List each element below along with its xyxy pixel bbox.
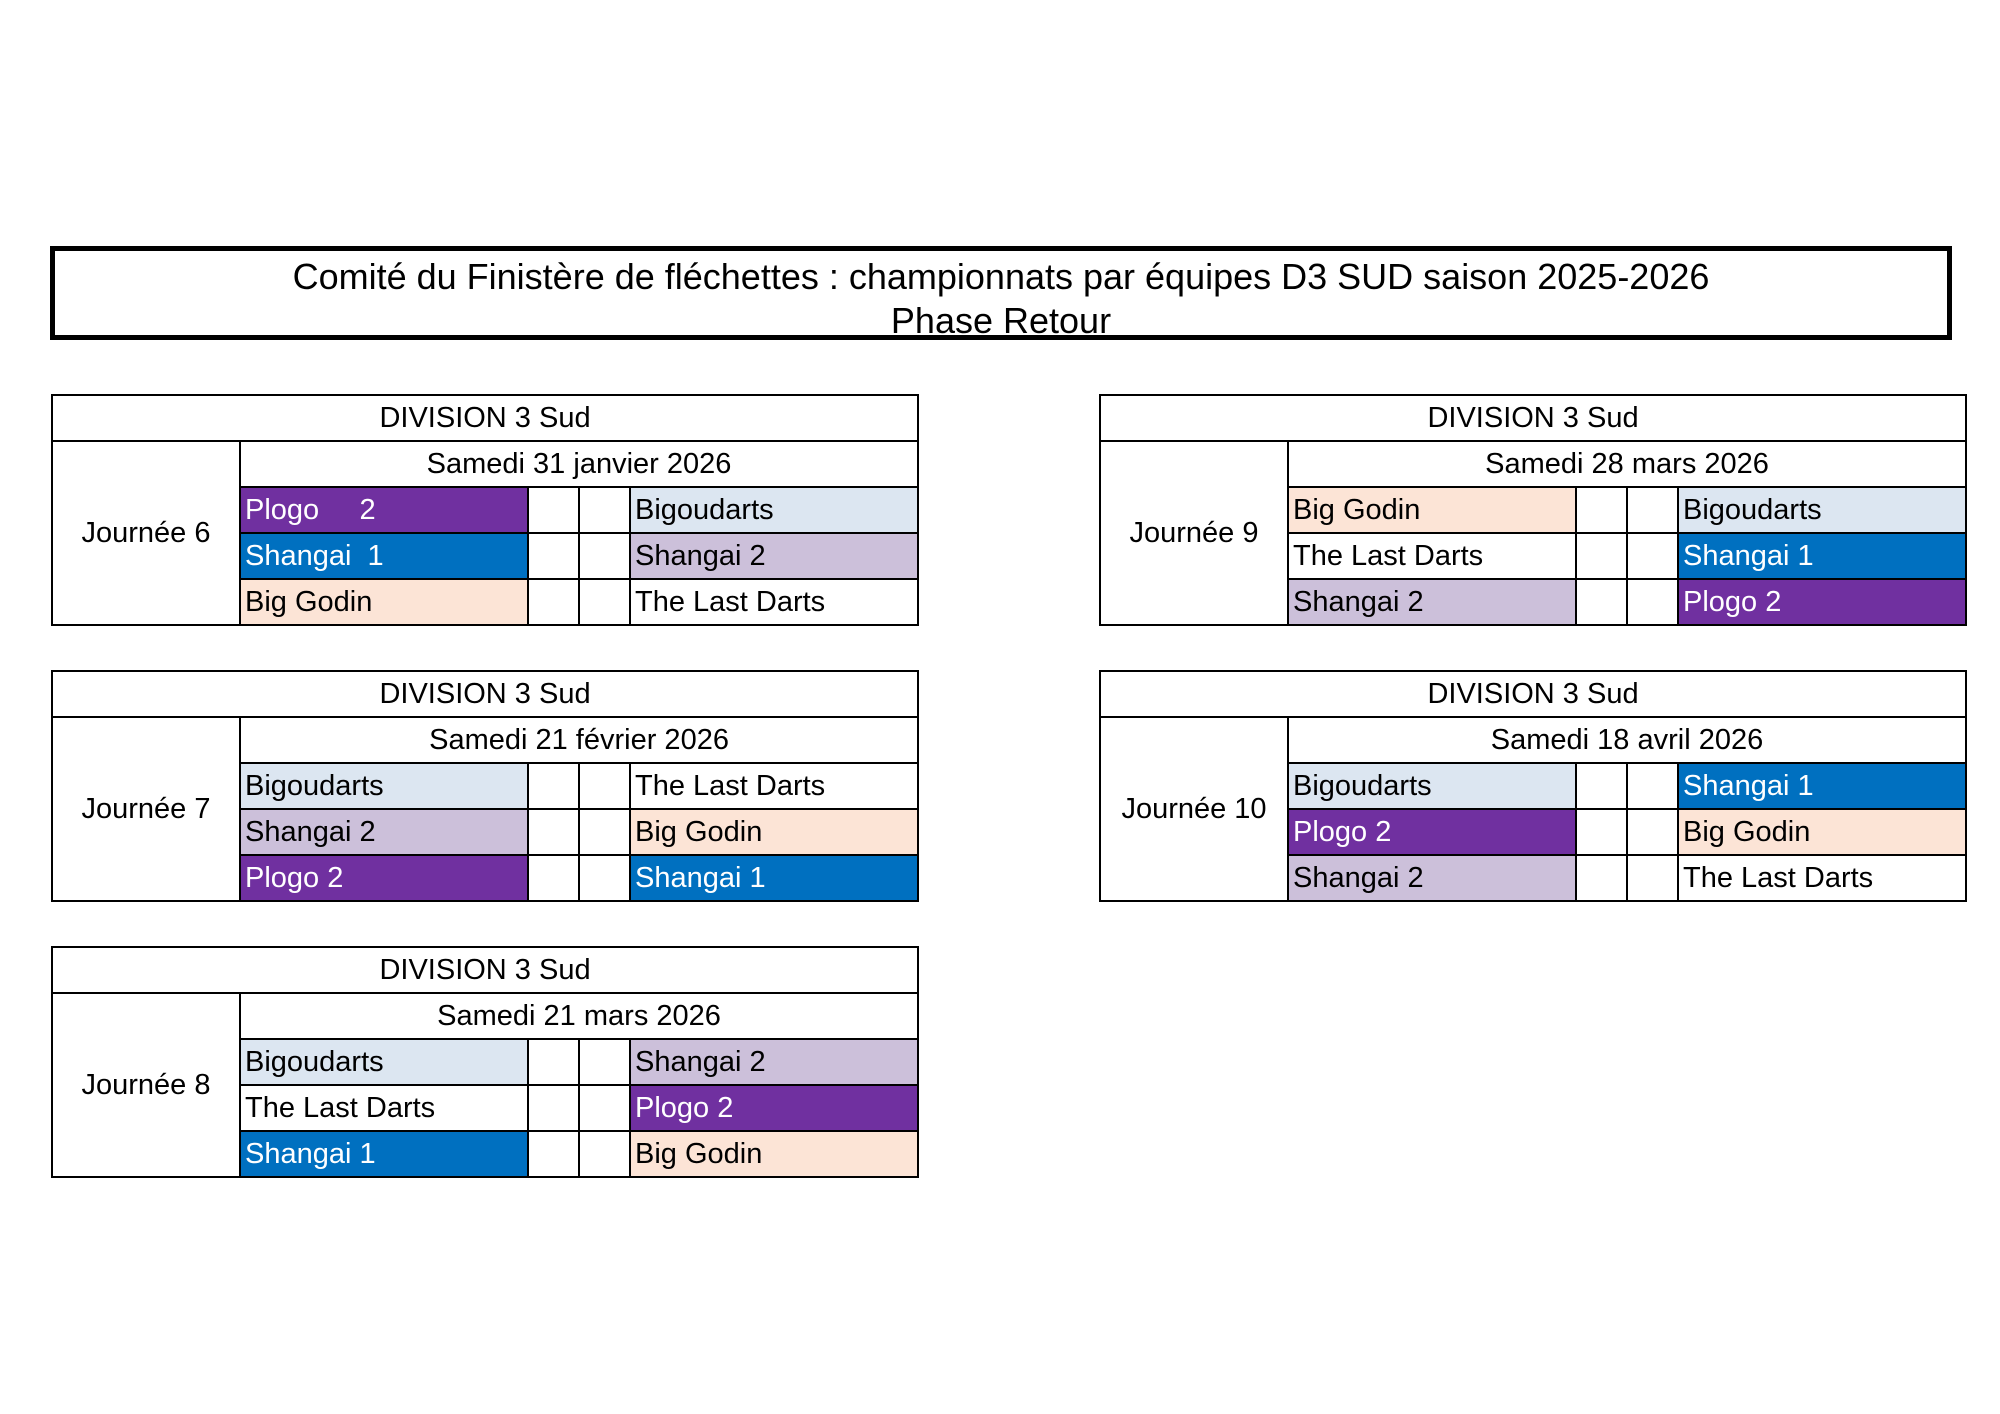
home-team: Bigoudarts [240,1039,528,1085]
journee-label: Journée 9 [1100,441,1288,625]
away-score-cell[interactable] [1627,487,1678,533]
journee-label: Journée 7 [52,717,240,901]
home-score-cell[interactable] [1576,855,1627,901]
home-team: Shangai 1 [240,533,528,579]
away-team: Bigoudarts [630,487,918,533]
title-line-1: Comité du Finistère de fléchettes : championnats par équipes D3 SUD saison 2025-2026 [292,256,1710,297]
page-title [50,246,1952,340]
home-team: Big Godin [240,579,528,625]
schedule-block-journee-8 [51,946,917,1178]
home-score-cell[interactable] [1576,763,1627,809]
home-team: Bigoudarts [1288,763,1576,809]
division-header: DIVISION 3 Sud [1100,671,1966,717]
division-header: DIVISION 3 Sud [1100,395,1966,441]
division-header: DIVISION 3 Sud [52,671,918,717]
home-score-cell[interactable] [1576,579,1627,625]
away-team: Shangai 1 [1678,763,1966,809]
home-team: Big Godin [1288,487,1576,533]
match-date: Samedi 21 mars 2026 [240,993,918,1039]
away-score-cell[interactable] [1627,533,1678,579]
away-score-cell[interactable] [579,855,630,901]
home-score-cell[interactable] [528,1085,579,1131]
away-team: The Last Darts [630,579,918,625]
match-date: Samedi 21 février 2026 [240,717,918,763]
division-header: DIVISION 3 Sud [52,395,918,441]
match-date: Samedi 28 mars 2026 [1288,441,1966,487]
match-date: Samedi 31 janvier 2026 [240,441,918,487]
away-team: Plogo 2 [1678,579,1966,625]
division-header: DIVISION 3 Sud [52,947,918,993]
home-score-cell[interactable] [528,487,579,533]
home-team: Bigoudarts [240,763,528,809]
away-score-cell[interactable] [579,533,630,579]
home-team: Shangai 2 [1288,855,1576,901]
away-score-cell[interactable] [579,1131,630,1177]
home-score-cell[interactable] [528,1131,579,1177]
away-team: Big Godin [630,1131,918,1177]
home-score-cell[interactable] [1576,809,1627,855]
match-date: Samedi 18 avril 2026 [1288,717,1966,763]
home-score-cell[interactable] [528,855,579,901]
home-team: The Last Darts [240,1085,528,1131]
schedule-block-journee-10 [1099,670,1965,902]
schedule-block-journee-9 [1099,394,1965,626]
home-team: Shangai 2 [1288,579,1576,625]
title-line-2: Phase Retour [890,300,1112,341]
home-score-cell[interactable] [528,763,579,809]
away-team: The Last Darts [630,763,918,809]
away-score-cell[interactable] [1627,855,1678,901]
home-team: Plogo 2 [240,487,528,533]
away-score-cell[interactable] [579,579,630,625]
away-score-cell[interactable] [1627,579,1678,625]
away-team: Bigoudarts [1678,487,1966,533]
journee-label: Journée 10 [1100,717,1288,901]
away-team: Big Godin [1678,809,1966,855]
schedule-block-journee-6 [51,394,917,626]
home-team: Plogo 2 [240,855,528,901]
home-score-cell[interactable] [528,1039,579,1085]
away-team: Plogo 2 [630,1085,918,1131]
away-team: Shangai 1 [630,855,918,901]
home-team: Shangai 2 [240,809,528,855]
home-team: Plogo 2 [1288,809,1576,855]
away-team: Shangai 2 [630,533,918,579]
away-team: Big Godin [630,809,918,855]
journee-label: Journée 8 [52,993,240,1177]
schedule-block-journee-7 [51,670,917,902]
home-team: The Last Darts [1288,533,1576,579]
away-score-cell[interactable] [579,487,630,533]
home-score-cell[interactable] [528,809,579,855]
home-score-cell[interactable] [1576,487,1627,533]
away-score-cell[interactable] [1627,763,1678,809]
journee-label: Journée 6 [52,441,240,625]
home-score-cell[interactable] [528,579,579,625]
away-team: Shangai 2 [630,1039,918,1085]
away-team: Shangai 1 [1678,533,1966,579]
home-score-cell[interactable] [528,533,579,579]
home-team: Shangai 1 [240,1131,528,1177]
away-score-cell[interactable] [579,1085,630,1131]
away-score-cell[interactable] [579,1039,630,1085]
home-score-cell[interactable] [1576,533,1627,579]
away-score-cell[interactable] [1627,809,1678,855]
away-score-cell[interactable] [579,763,630,809]
away-score-cell[interactable] [579,809,630,855]
away-team: The Last Darts [1678,855,1966,901]
